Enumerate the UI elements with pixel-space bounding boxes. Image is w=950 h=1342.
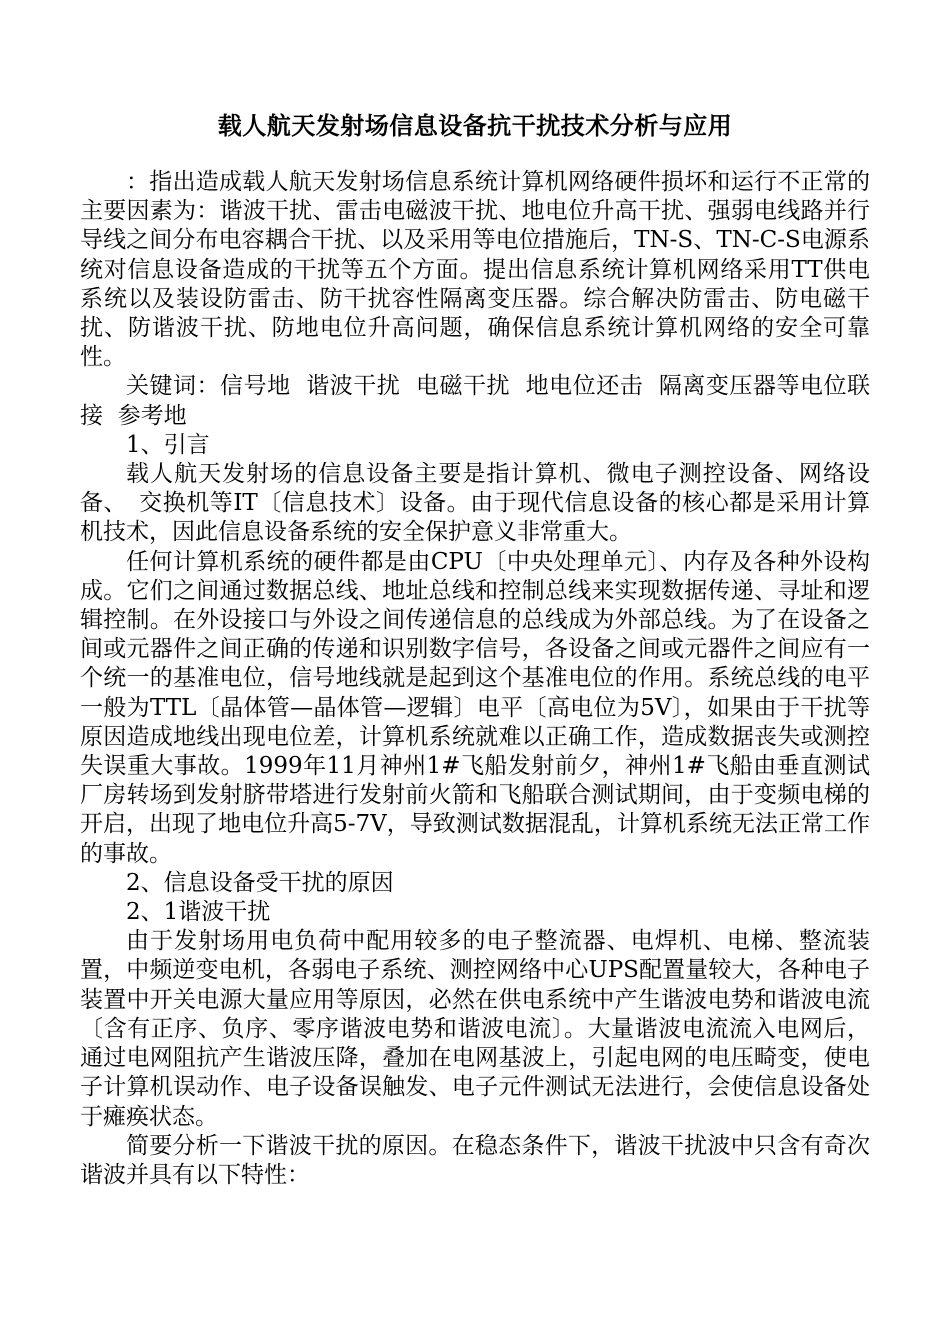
body-paragraph: 任何计算机系统的硬件都是由CPU〔中央处理单元〕、内存及各种外设构成。它们之间通过数据总线、地址总线和控制总线来实现数据传递、寻址和逻辑控制。在外设接口与外设之间传递信息的总线成为外部总线。为了在设备之间或元器件之间正确的传递和识别数字信号，各设备之间或元器件之间应有一个统一的基准电位，信号地线就是起到这个基准电位的作用。系统总线的电平一般为TTL〔晶体管—晶体管—逻辑〕电平〔高电位为5V〕，如果由于干扰等原因造成地线出现电位差，计算机系统就难以正确工作，造成数据丧失或测控失误重大事故。1999年11月神州1#飞船发射前夕，神州1#飞船由垂直测试厂房转场到发射脐带塔进行发射前火箭和飞船联合测试期间，由于变频电梯的开启，出现了地电位升高5-7V，导致测试数据混乱，计算机系统无法正常工作的事故。 bbox=[80, 548, 870, 867]
document-body bbox=[80, 168, 870, 1190]
body-paragraph: 由于发射场用电负荷中配用较多的电子整流器、电焊机、电梯、整流装置，中频逆变电机，各弱电子系统、测控网络中心UPS配置量较大，各种电子装置中开关电源大量应用等原因，必然在供电系统中产生谐波电势和谐波电流〔含有正序、负序、零序谐波电势和谐波电流〕。大量谐波电流流入电网后，通过电网阻抗产生谐波压降，叠加在电网基波上，引起电网的电压畸变，使电子计算机误动作、电子设备误触发、电子元件测试无法进行，会使信息设备处于瘫痪状态。 bbox=[80, 928, 870, 1130]
body-paragraph: 载人航天发射场的信息设备主要是指计算机、微电子测控设备、网络设备、 交换机等IT〔信息技术〕设备。由于现代信息设备的核心都是采用计算机技术，因此信息设备系统的安全保护意义非常重大。 bbox=[80, 461, 870, 546]
section-heading-introduction: 1、引言 bbox=[126, 431, 210, 458]
section-heading-interference-causes: 2、信息设备受干扰的原因 bbox=[126, 869, 394, 896]
subsection-heading-harmonic-interference: 2、1谐波干扰 bbox=[126, 899, 271, 926]
keywords-paragraph: 关键词：信号地 谐波干扰 电磁干扰 地电位还击 隔离变压器等电位联接 参考地 bbox=[80, 373, 870, 429]
document-title: 载人航天发射场信息设备抗干扰技术分析与应用 bbox=[217, 112, 733, 140]
abstract-paragraph: ：指出造成载人航天发射场信息系统计算机网络硬件损坏和运行不正常的主要因素为：谐波干扰、雷击电磁波干扰、地电位升高干扰、强弱电线路并行导线之间分布电容耦合干扰、以及采用等电位措施后，TN-S、TN-C-S电源系统对信息设备造成的干扰等五个方面。提出信息系统计算机网络采用TT供电系统以及装设防雷击、防干扰容性隔离变压器。综合解决防雷击、防电磁干扰、防谐波干扰、防地电位升高问题，确保信息系统计算机网络的安全可靠性。 bbox=[80, 169, 870, 371]
body-paragraph: 简要分析一下谐波干扰的原因。在稳态条件下，谐波干扰波中只含有奇次谐波并具有以下特性： bbox=[80, 1132, 870, 1188]
